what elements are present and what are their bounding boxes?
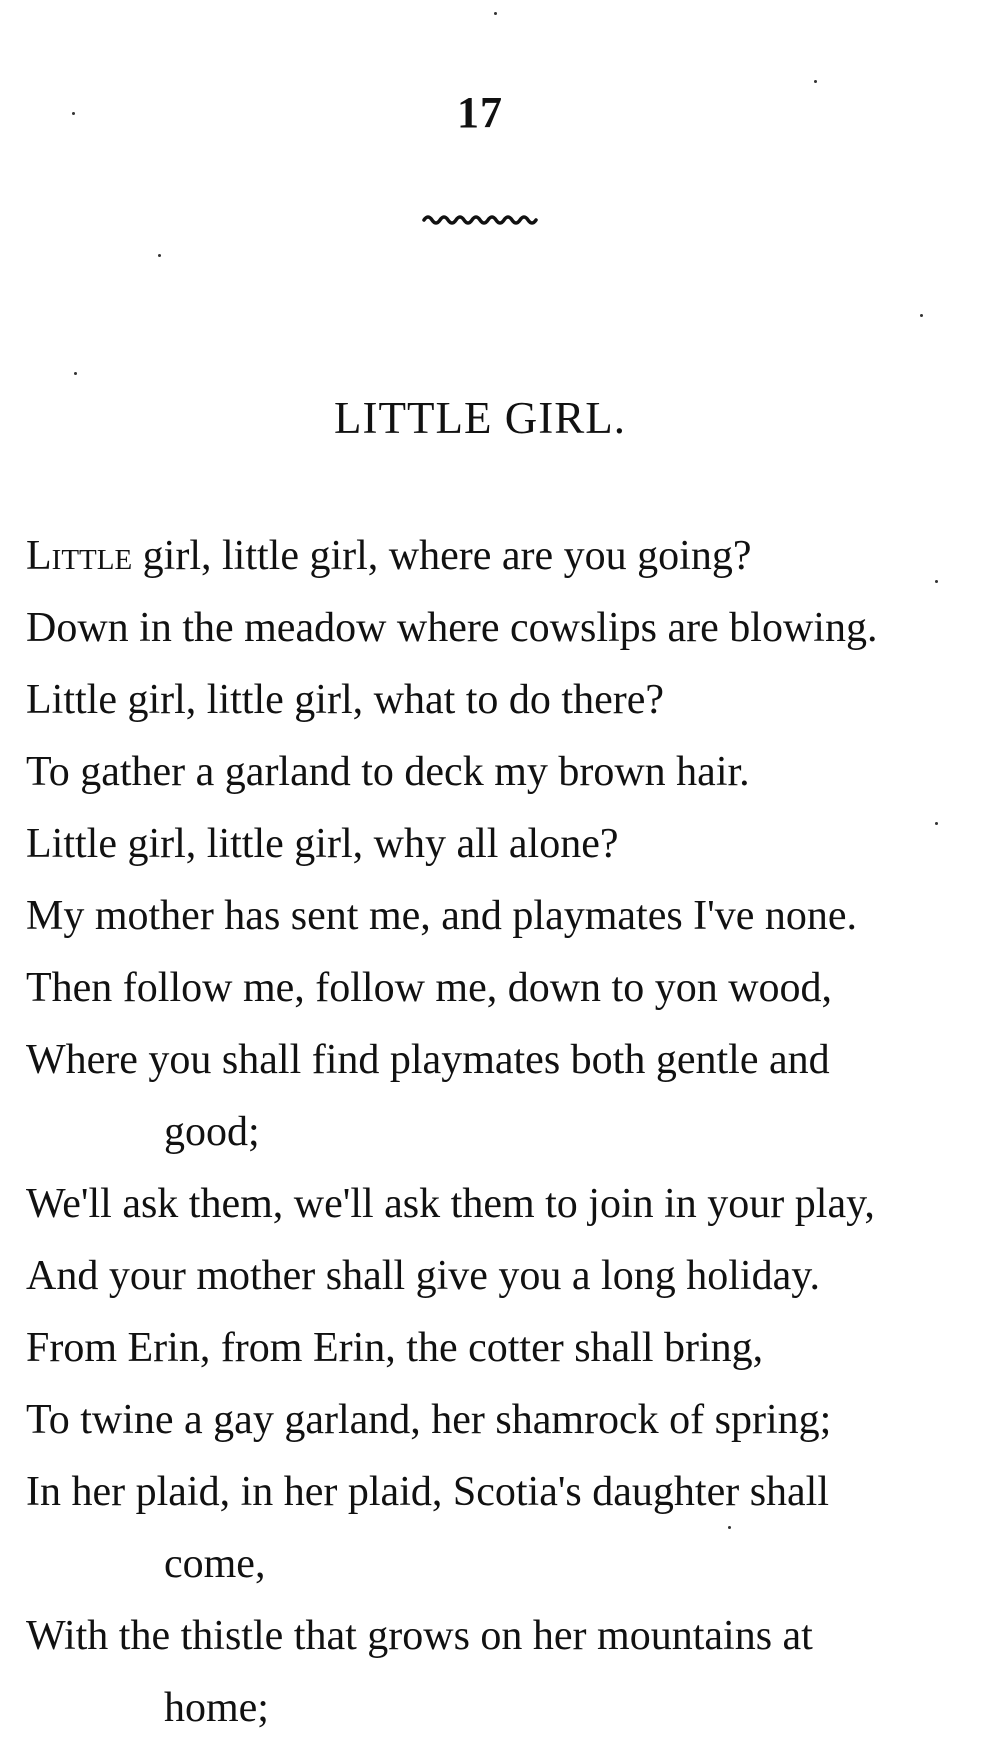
poem-line: We'll ask them, we'll ask them to join in your play, (26, 1181, 875, 1227)
poem-line: To twine a gay garland, her shamrock of spring; (26, 1397, 832, 1443)
paper-speck (72, 112, 75, 115)
poem-line: Little girl, little girl, what to do there? (26, 677, 664, 723)
poem-line (26, 520, 966, 592)
poem-line: Then follow me, follow me, down to yon wood, (26, 965, 833, 1011)
paper-speck (935, 822, 938, 825)
poem-line-continuation: come, (164, 1541, 266, 1587)
poem-line: With the thistle that grows on her mountains at (26, 1613, 813, 1659)
wavy-rule-ornament-icon (422, 212, 540, 228)
poem-line: From Erin, from Erin, the cotter shall bring, (26, 1325, 764, 1371)
paper-speck (935, 580, 938, 583)
poem-first-word: Little (26, 533, 133, 579)
poem-line: And your mother shall give you a long holiday. (26, 1253, 820, 1299)
poem-line: Where you shall find playmates both gentle and (26, 1037, 830, 1083)
poem-line: In her plaid, in her plaid, Scotia's daughter shall (26, 1469, 830, 1515)
poem-line-continuation: good; (164, 1109, 260, 1155)
paper-speck (728, 1526, 731, 1529)
poem-line-text: girl, little girl, where are you going? (132, 533, 752, 579)
paper-speck (74, 372, 77, 375)
page-number: 17 (457, 88, 503, 137)
paper-speck (814, 80, 817, 83)
poem-title: LITTLE GIRL. (334, 393, 626, 443)
paper-speck (920, 314, 923, 317)
paper-speck (494, 12, 497, 15)
poem-line: Little girl, little girl, why all alone? (26, 821, 619, 867)
paper-speck (158, 254, 161, 257)
poem-line: My mother has sent me, and playmates I've none. (26, 893, 858, 939)
poem-line: To gather a garland to deck my brown hair. (26, 749, 750, 795)
poem-line-continuation: home; (164, 1685, 269, 1731)
poem-body (26, 520, 966, 1744)
poem-line: Down in the meadow where cowslips are blowing. (26, 605, 878, 651)
